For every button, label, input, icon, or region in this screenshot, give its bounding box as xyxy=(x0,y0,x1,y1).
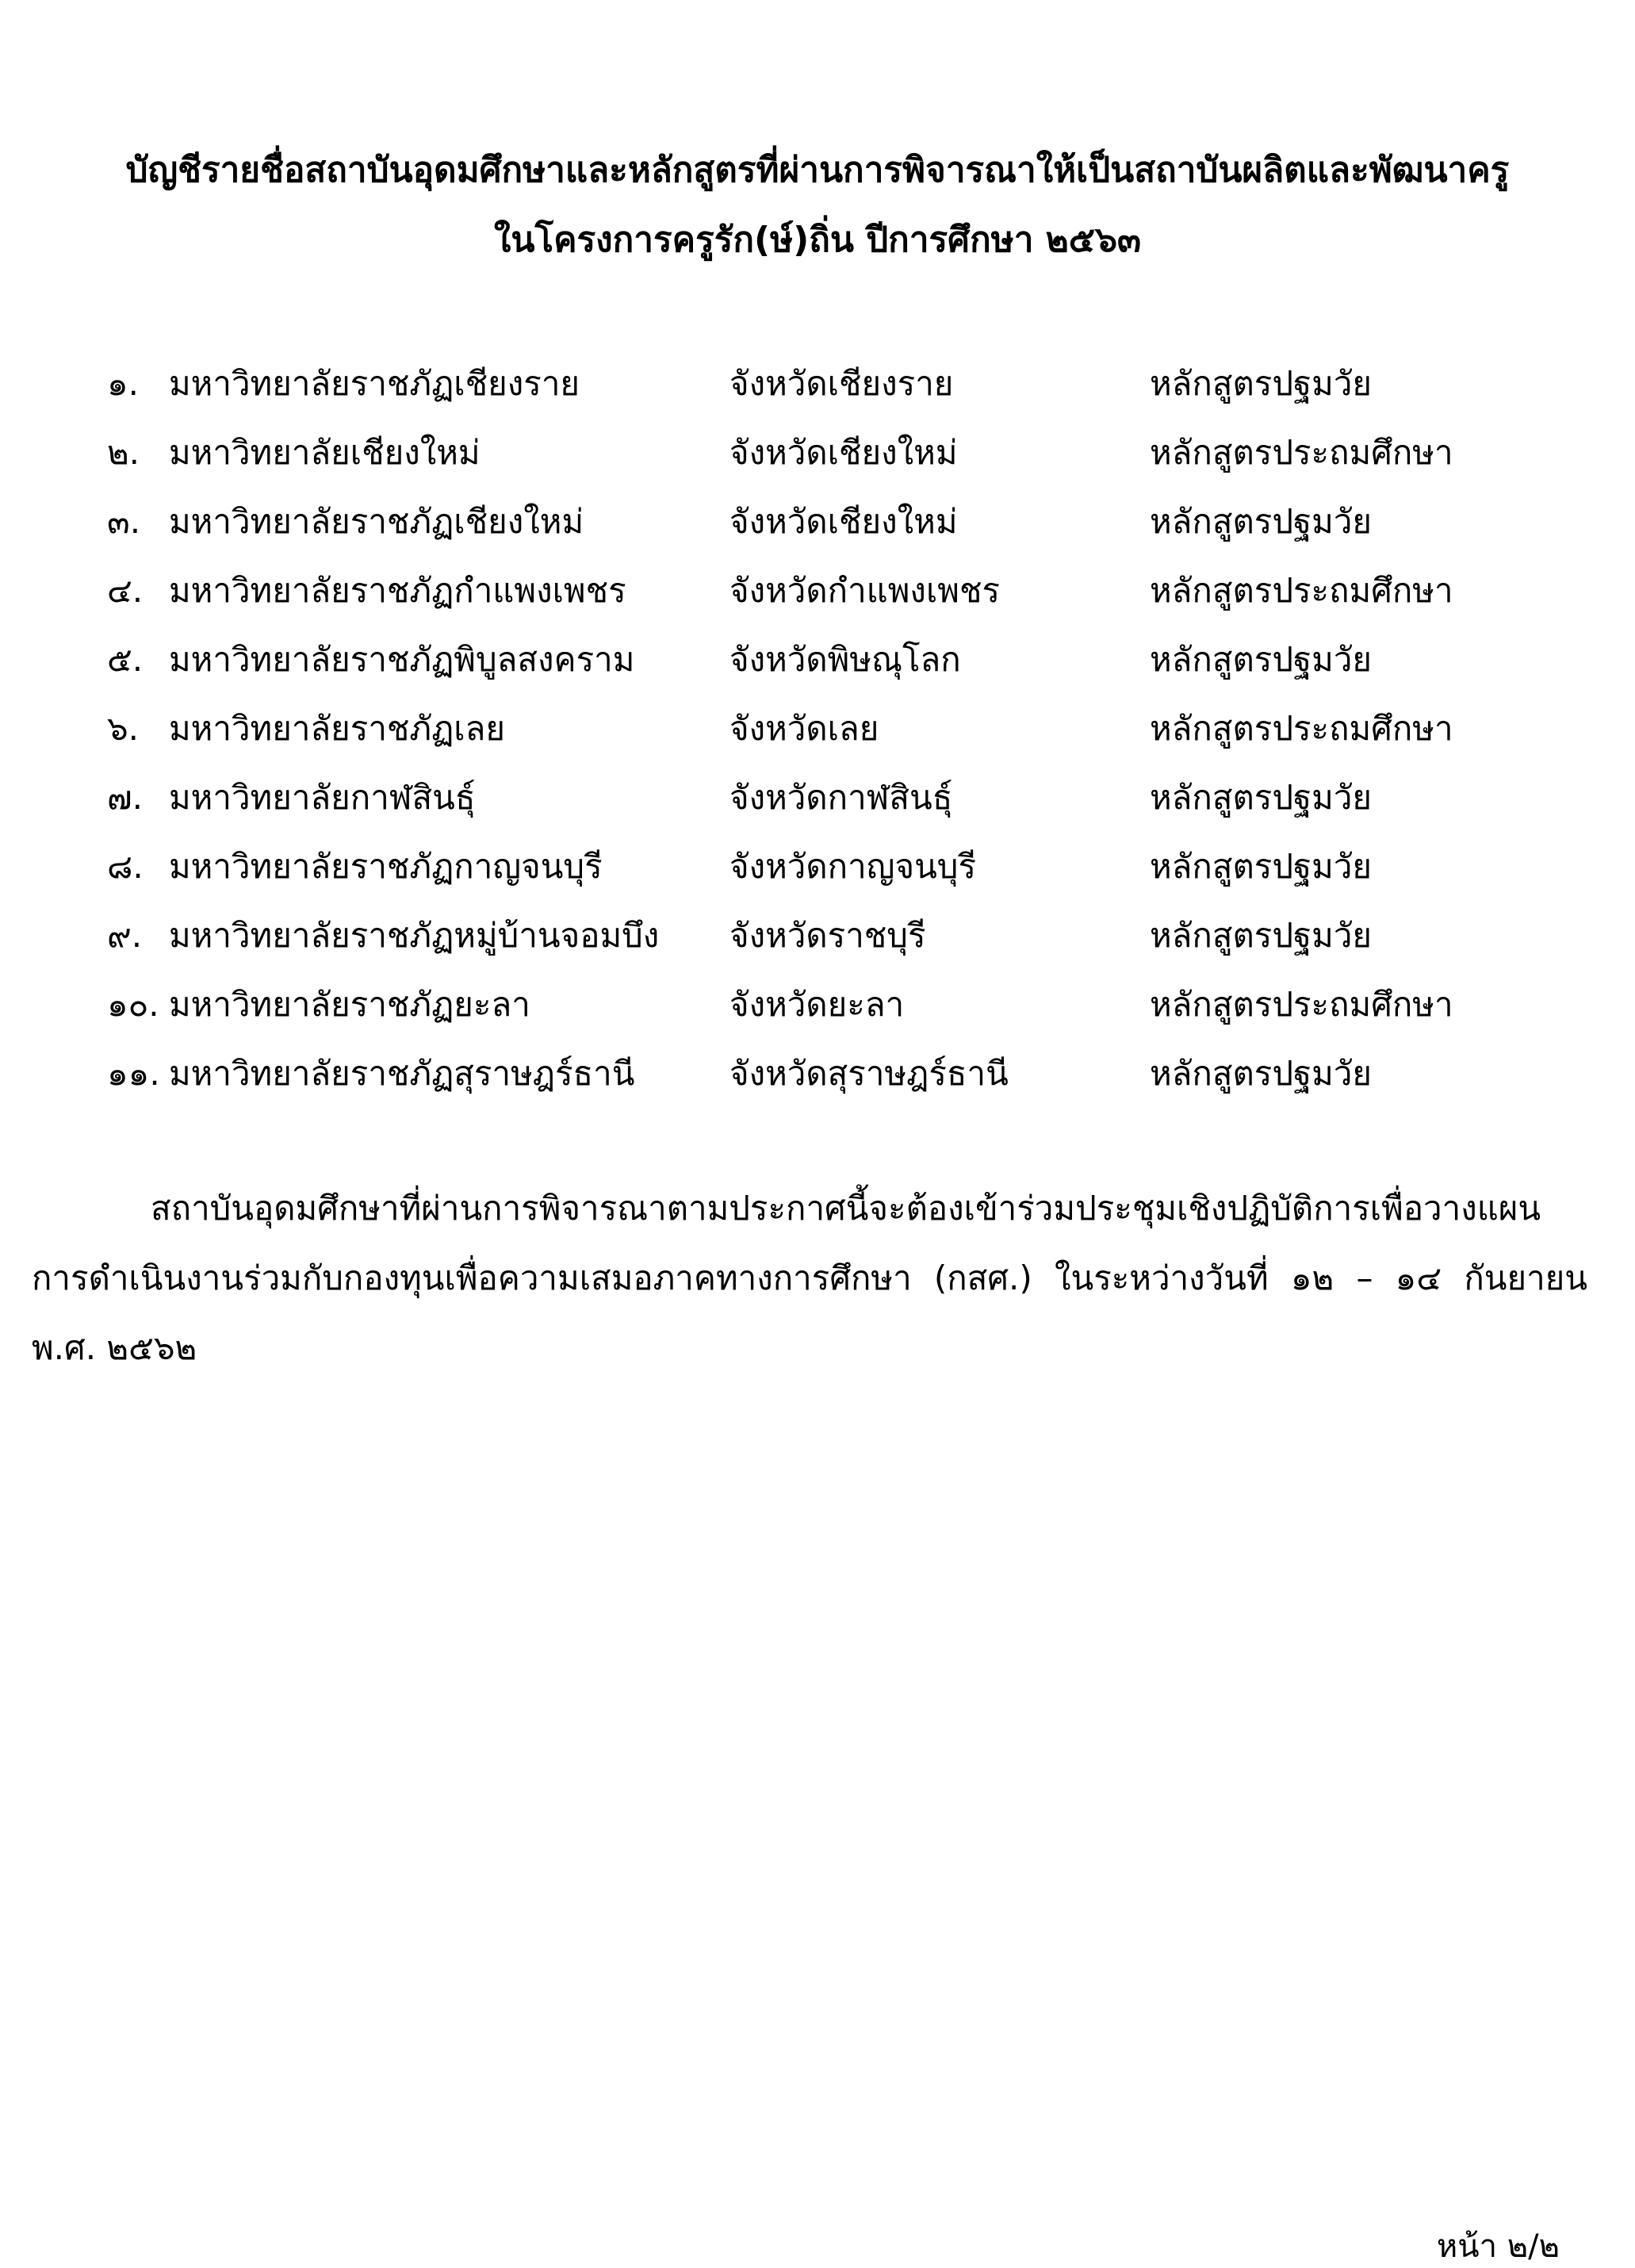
institution-name: มหาวิทยาลัยราชภัฏหมู่บ้านจอมบึง xyxy=(169,916,660,955)
row-number: ๔. xyxy=(107,571,144,610)
province-name: จังหวัดเชียงใหม่ xyxy=(729,502,958,541)
institution-row xyxy=(0,763,1635,832)
province-name: จังหวัดกำแพงเพชร xyxy=(729,571,1001,610)
row-number: ๑๐. xyxy=(107,985,159,1024)
note-paragraph: สถาบันอุดมศึกษาที่ผ่านการพิจารณาตามประกาศนี้จะต้องเข้าร่วมประชุมเชิงปฏิบัติการเพื่อวางแผนการดำเนินงานร่วมกับกองทุนเพื่อความเสมอภาคทางการศึกษา (กสศ.) ในระหว่างวันที่ ๑๒ – ๑๔ กันยายน พ.ศ. ๒๕๖๒ xyxy=(32,1189,1587,1367)
row-number: ๖. xyxy=(107,709,140,748)
institution-row xyxy=(0,418,1635,487)
institution-row xyxy=(0,694,1635,763)
institution-name: มหาวิทยาลัยราชภัฏกาญจนบุรี xyxy=(169,847,603,886)
curriculum-name: หลักสูตรปฐมวัย xyxy=(1150,502,1373,541)
curriculum-name: หลักสูตรปฐมวัย xyxy=(1150,364,1373,403)
curriculum-name: หลักสูตรประถมศึกษา xyxy=(1150,433,1453,472)
province-name: จังหวัดสุราษฎร์ธานี xyxy=(729,1054,1009,1093)
row-number: ๕. xyxy=(107,640,144,679)
page-number: หน้า ๒/๒ xyxy=(1436,2228,1560,2265)
province-name: จังหวัดกาฬสินธุ์ xyxy=(729,778,953,817)
institution-name: มหาวิทยาลัยราชภัฏเชียงราย xyxy=(169,364,580,403)
curriculum-name: หลักสูตรปฐมวัย xyxy=(1150,847,1373,886)
row-number: ๑๑. xyxy=(107,1054,160,1093)
province-name: จังหวัดราชบุรี xyxy=(729,916,926,955)
institution-row xyxy=(0,556,1635,625)
curriculum-name: หลักสูตรปฐมวัย xyxy=(1150,916,1373,955)
row-number: ๓. xyxy=(107,502,141,541)
curriculum-name: หลักสูตรปฐมวัย xyxy=(1150,640,1373,679)
curriculum-name: หลักสูตรประถมศึกษา xyxy=(1150,709,1453,748)
province-name: จังหวัดกาญจนบุรี xyxy=(729,847,977,886)
institution-row xyxy=(0,970,1635,1039)
province-name: จังหวัดเลย xyxy=(729,709,879,748)
institution-row xyxy=(0,487,1635,556)
row-number: ๒. xyxy=(107,433,140,472)
institution-row xyxy=(0,349,1635,418)
institution-name: มหาวิทยาลัยราชภัฏกำแพงเพชร xyxy=(169,571,626,610)
document-title-line-1: บัญชีรายชื่อสถาบันอุดมศึกษาและหลักสูตรที่ผ่านการพิจารณาให้เป็นสถาบันผลิตและพัฒนาครู xyxy=(125,150,1510,190)
institution-name: มหาวิทยาลัยราชภัฏสุราษฎร์ธานี xyxy=(169,1054,635,1093)
institution-row xyxy=(0,1039,1635,1108)
institution-name: มหาวิทยาลัยราชภัฏเลย xyxy=(169,709,505,748)
curriculum-name: หลักสูตรประถมศึกษา xyxy=(1150,571,1453,610)
institution-name: มหาวิทยาลัยราชภัฏยะลา xyxy=(169,985,530,1024)
institution-row xyxy=(0,625,1635,694)
institution-name: มหาวิทยาลัยเชียงใหม่ xyxy=(169,433,481,472)
institution-row xyxy=(0,832,1635,901)
province-name: จังหวัดพิษณุโลก xyxy=(729,640,961,679)
institution-list xyxy=(0,349,1635,1108)
institution-name: มหาวิทยาลัยราชภัฏเชียงใหม่ xyxy=(169,502,584,541)
curriculum-name: หลักสูตรปฐมวัย xyxy=(1150,1054,1373,1093)
province-name: จังหวัดยะลา xyxy=(729,985,905,1024)
institution-name: มหาวิทยาลัยกาฬสินธุ์ xyxy=(169,778,476,817)
row-number: ๘. xyxy=(107,847,144,886)
province-name: จังหวัดเชียงใหม่ xyxy=(729,433,958,472)
institution-row xyxy=(0,901,1635,970)
row-number: ๗. xyxy=(107,778,143,817)
institution-name: มหาวิทยาลัยราชภัฏพิบูลสงคราม xyxy=(169,640,635,679)
row-number: ๙. xyxy=(107,916,143,955)
curriculum-name: หลักสูตรปฐมวัย xyxy=(1150,778,1373,817)
document-title-line-2: ในโครงการครูรัก(ษ์)ถิ่น ปีการศึกษา ๒๕๖๓ xyxy=(493,220,1142,260)
curriculum-name: หลักสูตรประถมศึกษา xyxy=(1150,985,1453,1024)
row-number: ๑. xyxy=(107,364,140,403)
province-name: จังหวัดเชียงราย xyxy=(729,364,954,403)
